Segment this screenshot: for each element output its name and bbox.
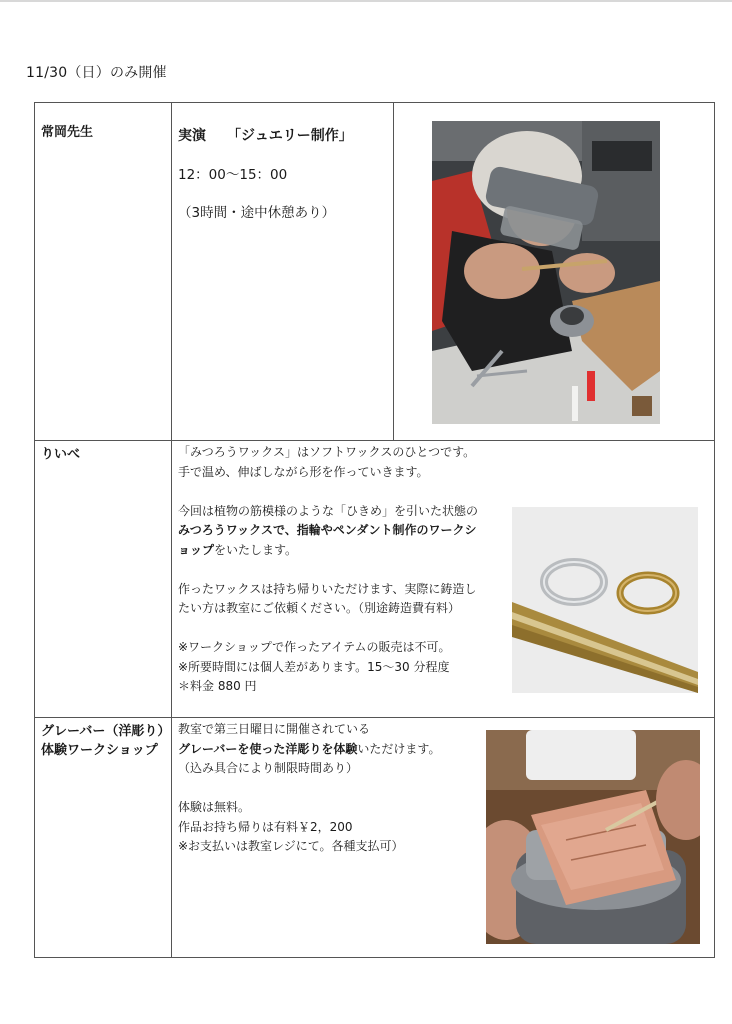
demo-title: 実演 「ジュエリー制作」 (178, 128, 353, 144)
graver-details-cell (172, 718, 715, 958)
wax-text-line: ※所要時間には個人差があります。15〜30 分程度 (178, 659, 450, 674)
wax-text-line (178, 521, 508, 541)
wax-text-line: 今回は植物の筋模様のような「ひきめ」を引いた状態の (178, 503, 479, 518)
wax-text-line: 「みつろうワックス」はソフトワックスのひとつです。 (178, 445, 476, 459)
demo-info-cell (172, 103, 394, 441)
graver-text-line: 教室で第三日曜日に開催されている (178, 722, 371, 736)
jeweler-photo (432, 121, 660, 424)
wax-instructor-name: りいべ (41, 447, 81, 462)
wax-description (172, 441, 514, 697)
wax-text-line: ※ワークショップで作ったアイテムの販売は不可。 (178, 640, 451, 654)
wax-details-cell (172, 441, 715, 718)
top-divider (0, 0, 732, 2)
wax-text-rest: をいたします。 (214, 542, 298, 557)
wax-bold-text: ョップ (178, 542, 215, 557)
demo-photo-cell (394, 103, 715, 441)
wax-text-line: たい方は教室にご依頼ください。（別途鋳造費有料） (178, 601, 461, 615)
instructor-name: 常岡先生 (41, 125, 94, 140)
table-row-demonstration (35, 103, 715, 441)
graver-name-line: グレーバー（洋彫り） (41, 724, 171, 739)
wax-text-line (178, 541, 508, 561)
graver-bold-text: グレーバーを使った洋彫りを体験 (178, 741, 358, 756)
graver-name-line: 体験ワークショップ (41, 743, 158, 758)
engraving-photo (486, 730, 700, 944)
graver-name-cell (35, 718, 172, 958)
demo-time: 12：00〜15：00 (178, 167, 288, 183)
demo-duration: （3時間・途中休憩あり） (178, 205, 336, 221)
wax-text-line: 作ったワックスは持ち帰りいただけます、実際に鋳造し (178, 581, 477, 596)
wax-bold-text: みつろうワックスで、指輪やペンダント制作のワークシ (178, 523, 477, 537)
graver-text-line: 作品お持ち帰りは有料￥2，200 (178, 819, 353, 834)
table-row-graver-workshop (35, 718, 715, 958)
wax-price: ＊料金 880 円 (178, 679, 257, 693)
event-date-heading: 11/30（日）のみ開催 (26, 65, 167, 81)
graver-text-line: （込み具合により制限時間あり） (178, 761, 359, 775)
graver-workshop-name (35, 718, 171, 760)
wax-text-line: 手で温め、伸ばしながら形を作っていきます。 (178, 464, 429, 479)
graver-text-rest: いただけます。 (357, 741, 441, 756)
event-table (34, 102, 715, 958)
wax-rings-photo (512, 507, 698, 693)
instructor-cell (35, 103, 172, 441)
graver-text-line: ※お支払いは教室レジにて。各種支払可） (178, 839, 404, 853)
wax-name-cell (35, 441, 172, 718)
graver-text-line: 体験は無料。 (178, 800, 251, 814)
table-row-wax-workshop (35, 441, 715, 718)
